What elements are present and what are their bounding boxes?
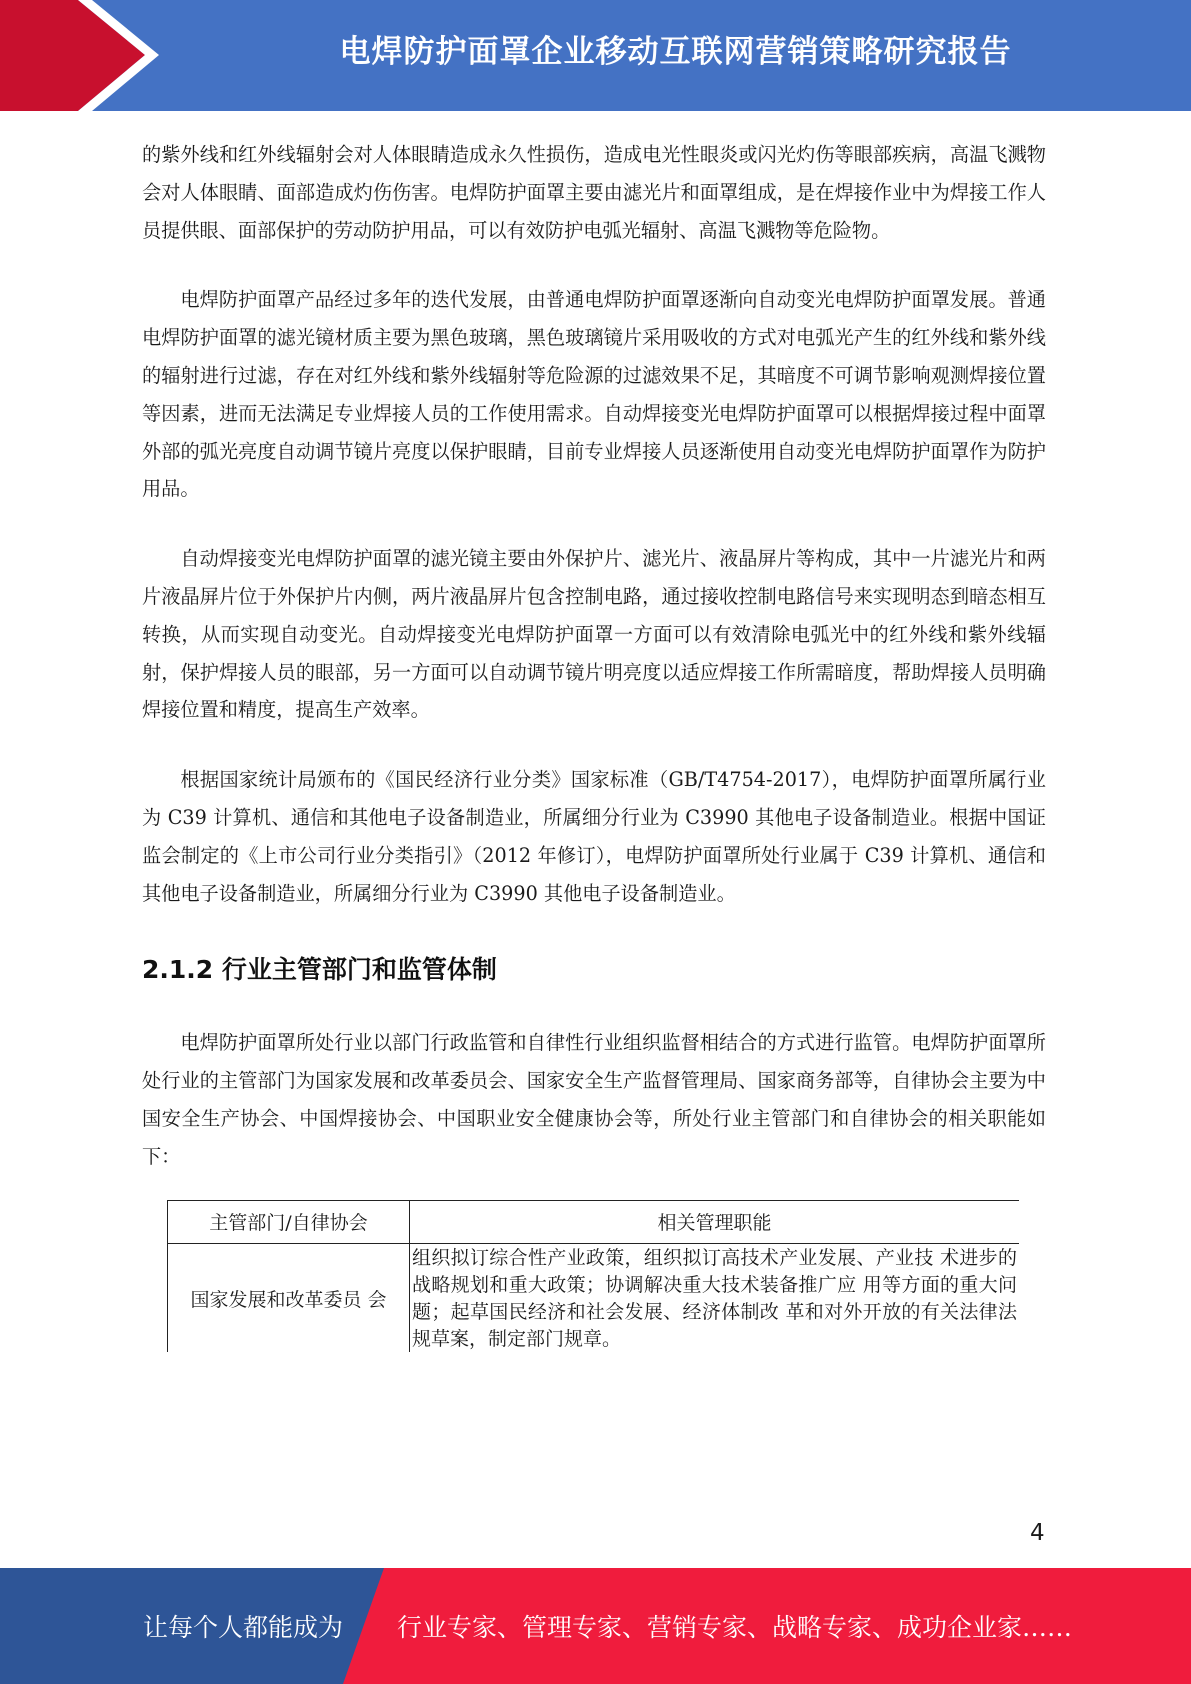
paragraph-2: 电焊防护面罩产品经过多年的迭代发展，由普通电焊防护面罩逐渐向自动变光电焊防护面罩发展。普通电焊防护面罩的滤光镜材质主要为黑色玻璃，黑色玻璃镜片采用吸收的方式对电弧光产生的红外线和紫外线的辐射进行过滤，存在对红外线和紫外线辐射等危险源的过滤效果不足，其暗度不可调节影响观测焊接位置等因素，进而无法满足专业焊接人员的工作使用需求。自动焊接变光电焊防护面罩可以根据焊接过程中面罩外部的弧光亮度自动调节镜片亮度以保护眼睛，目前专业焊接人员逐渐使用自动变光电焊防护面罩作为防护用品。 (142, 288, 1046, 501)
table-row (168, 1243, 1020, 1352)
authority-table (167, 1200, 1019, 1352)
table-cell-department: 国家发展和改革委员 会 (168, 1243, 410, 1352)
table-header-functions: 相关管理职能 (410, 1200, 1020, 1243)
page-footer (0, 1568, 1191, 1684)
report-title: 电焊防护面罩企业移动互联网营销策略研究报告 (339, 34, 1012, 70)
page-header (0, 0, 1191, 111)
table-header-row (168, 1200, 1020, 1243)
section-heading: 2.1.2 行业主管部门和监管体制 (142, 955, 497, 985)
paragraph-1: 的紫外线和红外线辐射会对人体眼睛造成永久性损伤，造成电光性眼炎或闪光灼伤等眼部疾病，高温飞溅物会对人体眼睛、面部造成灼伤伤害。电焊防护面罩主要由滤光片和面罩组成，是在焊接作业中为焊接工作人员提供眼、面部保护的劳动防护用品，可以有效防护电弧光辐射、高温飞溅物等危险物。 (142, 143, 1046, 242)
chevron-logo-icon (0, 0, 160, 111)
main-content (142, 136, 1046, 1352)
footer-slogan-left: 让每个人都能成为 (143, 1613, 344, 1642)
table-header-department: 主管部门/自律协会 (168, 1200, 410, 1243)
page-number: 4 (1030, 1520, 1045, 1546)
footer-slogan-right: 行业专家、管理专家、营销专家、战略专家、成功企业家…… (397, 1613, 1073, 1642)
paragraph-3: 自动焊接变光电焊防护面罩的滤光镜主要由外保护片、滤光片、液晶屏片等构成，其中一片滤光片和两片液晶屏片位于外保护片内侧，两片液晶屏片包含控制电路，通过接收控制电路信号来实现明态到暗态相互转换，从而实现自动变光。自动焊接变光电焊防护面罩一方面可以有效清除电弧光中的红外线和紫外线辐射，保护焊接人员的眼部，另一方面可以自动调节镜片明亮度以适应焊接工作所需暗度，帮助焊接人员明确焊接位置和精度，提高生产效率。 (142, 547, 1046, 722)
section-intro: 电焊防护面罩所处行业以部门行政监管和自律性行业组织监督相结合的方式进行监管。电焊防护面罩所处行业的主管部门为国家发展和改革委员会、国家安全生产监督管理局、国家商务部等，自律协会主要为中国安全生产协会、中国焊接协会、中国职业安全健康协会等，所处行业主管部门和自律协会的相关职能如下： (142, 1031, 1046, 1168)
authority-table-wrapper (167, 1200, 1019, 1352)
table-cell-functions: 组织拟订综合性产业政策，组织拟订高技术产业发展、产业技 术进步的战略规划和重大政策；协调解决重大技术装备推广应 用等方面的重大问题；起草国民经济和社会发展、经济体制改 革和对外开放的有关法律法规草案，制定部门规章。 (410, 1243, 1020, 1352)
paragraph-4: 根据国家统计局颁布的《国民经济行业分类》国家标准（GB/T4754-2017），电焊防护面罩所属行业为 C39 计算机、通信和其他电子设备制造业，所属细分行业为 C3990 其他电子设备制造业。根据中国证监会制定的《上市公司行业分类指引》（2012 年修订），电焊防护面罩所处行业属于 C39 计算机、通信和其他电子设备制造业，所属细分行业为 C3990 其他电子设备制造业。 (142, 768, 1046, 905)
